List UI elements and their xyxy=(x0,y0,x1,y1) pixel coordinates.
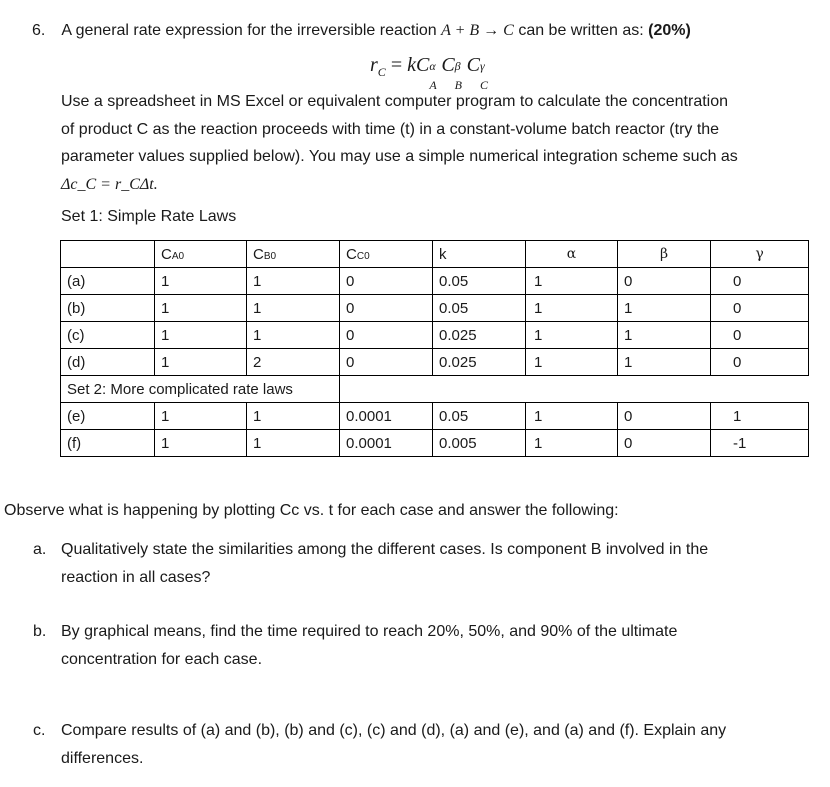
question-heading xyxy=(32,22,691,40)
table-cell: 0.05 xyxy=(433,295,526,322)
formula-gamma: γ xyxy=(480,59,485,73)
table-cell: 0.0001 xyxy=(340,430,433,457)
header-cb0: CB0 xyxy=(247,241,340,268)
question-a-line-1: Qualitatively state the similarities among the different cases. Is component B involved in the xyxy=(61,541,709,558)
instructions-line-2: of product C as the reaction proceeds with time (t) in a constant-volume batch reactor (try the xyxy=(61,120,720,138)
table-cell: 0 xyxy=(711,268,809,295)
rate-formula xyxy=(370,54,492,92)
formula-c-b: C xyxy=(441,54,455,76)
table-row xyxy=(61,322,809,349)
table-row xyxy=(61,268,809,295)
table-cell: 1 xyxy=(155,268,247,295)
table-cell: 1 xyxy=(711,403,809,430)
question-weight: (20%) xyxy=(648,22,691,39)
question-c-label: c. xyxy=(33,722,46,739)
table-cell: 0 xyxy=(340,349,433,376)
table-cell: 1 xyxy=(155,322,247,349)
row-label-cell: (d) xyxy=(61,349,155,376)
instructions-line-1: Use a spreadsheet in MS Excel or equivalent computer program to calculate the concentration xyxy=(61,93,729,110)
formula-rate-symbol: r xyxy=(370,54,378,76)
header-alpha: α xyxy=(526,241,618,268)
table-cell: 0.025 xyxy=(433,349,526,376)
table-cell: 1 xyxy=(155,349,247,376)
table-cell: 0 xyxy=(711,322,809,349)
table-cell: 1 xyxy=(247,403,340,430)
formula-equals: = xyxy=(390,54,403,76)
question-b-label: b. xyxy=(33,623,47,640)
formula-sub-b: B xyxy=(454,78,463,92)
reaction-equation: A + B → C xyxy=(441,22,514,39)
header-k: k xyxy=(433,241,526,268)
table-cell: 2 xyxy=(247,349,340,376)
table-cell: 0 xyxy=(618,430,711,457)
question-number: 6. xyxy=(32,22,46,39)
question-c xyxy=(33,717,726,772)
formula-c-c: C xyxy=(466,54,481,76)
table-cell: 0.005 xyxy=(433,430,526,457)
question-a-label: a. xyxy=(33,541,47,558)
table-cell: 1 xyxy=(618,349,711,376)
table-cell: 0.05 xyxy=(433,268,526,295)
formula-rate-subscript: C xyxy=(377,65,386,79)
table-row xyxy=(61,430,809,457)
table-cell: 1 xyxy=(247,295,340,322)
header-gamma: γ xyxy=(711,241,809,268)
table-row xyxy=(61,349,809,376)
set2-label-row xyxy=(61,376,809,403)
header-ca0: CA0 xyxy=(155,241,247,268)
question-b-line-1: By graphical means, find the time required to reach 20%, 50%, and 90% of the ultimate xyxy=(61,623,678,640)
table-cell: 1 xyxy=(155,430,247,457)
table-cell: 1 xyxy=(526,268,618,295)
table-cell: 1 xyxy=(618,295,711,322)
formula-c-a: C xyxy=(415,54,430,76)
table-cell: 0 xyxy=(711,295,809,322)
row-label-cell: (f) xyxy=(61,430,155,457)
question-a xyxy=(33,536,708,591)
question-c-line-1: Compare results of (a) and (b), (b) and (c), (c) and (d), (a) and (e), and (a) and (f). Explain any xyxy=(61,722,727,739)
observe-text: Observe what is happening by plotting Cc vs. t for each case and answer the following: xyxy=(4,502,619,519)
table-cell: 1 xyxy=(526,430,618,457)
header-beta: β xyxy=(618,241,711,268)
table-cell: 0.0001 xyxy=(340,403,433,430)
instructions-line-3: parameter values supplied below). You may use a simple numerical integration scheme such as xyxy=(61,148,738,165)
table-cell: 0 xyxy=(618,403,711,430)
table-cell: 1 xyxy=(247,430,340,457)
table-cell: 0 xyxy=(340,295,433,322)
set1-label: Set 1: Simple Rate Laws xyxy=(61,208,237,225)
table-row xyxy=(61,295,809,322)
table-cell: 1 xyxy=(247,268,340,295)
row-label-cell: (a) xyxy=(61,268,155,295)
instructions-paragraph xyxy=(61,88,738,198)
set2-label-blank xyxy=(340,376,809,403)
table-cell: -1 xyxy=(711,430,809,457)
table-cell: 0.05 xyxy=(433,403,526,430)
question-b-line-2: concentration for each case. xyxy=(61,650,263,668)
table-header-row xyxy=(61,241,809,268)
row-label-cell: (b) xyxy=(61,295,155,322)
table-cell: 0.025 xyxy=(433,322,526,349)
table-cell: 0 xyxy=(340,268,433,295)
table-cell: 1 xyxy=(155,295,247,322)
header-cell xyxy=(61,241,155,268)
table-row xyxy=(61,403,809,430)
table-cell: 0 xyxy=(618,268,711,295)
table-cell: 1 xyxy=(526,403,618,430)
question-intro: A general rate expression for the irreversible reaction xyxy=(61,22,437,39)
table-cell: 1 xyxy=(618,322,711,349)
formula-beta: β xyxy=(454,59,461,73)
row-label-cell: (e) xyxy=(61,403,155,430)
question-c-line-2: differences. xyxy=(61,749,144,767)
table-cell: 1 xyxy=(526,349,618,376)
table-cell: 0 xyxy=(711,349,809,376)
instructions-line-4: Δc_C = r_CΔt. xyxy=(61,175,158,193)
formula-k: k xyxy=(407,54,416,76)
formula-sub-a: A xyxy=(429,78,437,92)
formula-sub-c: C xyxy=(480,78,489,92)
table-cell: 0 xyxy=(340,322,433,349)
question-a-line-2: reaction in all cases? xyxy=(61,568,211,586)
table-cell: 1 xyxy=(526,322,618,349)
table-cell: 1 xyxy=(526,295,618,322)
set2-label: Set 2: More complicated rate laws xyxy=(61,376,340,403)
header-cc0: CC0 xyxy=(340,241,433,268)
question-b xyxy=(33,618,677,673)
question-intro-tail: can be written as: xyxy=(518,22,644,39)
table-cell: 1 xyxy=(247,322,340,349)
formula-alpha: α xyxy=(429,59,436,73)
row-label-cell: (c) xyxy=(61,322,155,349)
table-cell: 1 xyxy=(155,403,247,430)
parameter-table xyxy=(60,240,809,457)
